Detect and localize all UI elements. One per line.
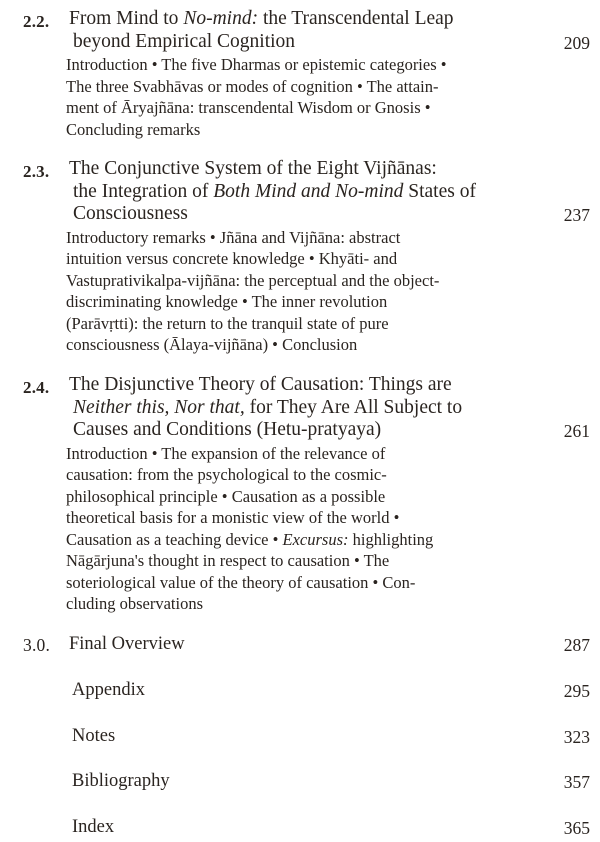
section-title[interactable] — [69, 374, 539, 442]
page-number: 209 — [563, 32, 590, 53]
subtopic-line: Introduction • The expansion of the relevance of — [66, 443, 386, 463]
italic-text: Neither this, Nor that, — [73, 396, 245, 418]
section-title-line — [69, 181, 539, 204]
section-number: 2.4. — [23, 378, 50, 397]
subtopic-line: The three Svabhāvas or modes of cognition • The attain- — [66, 76, 439, 96]
subtopic-line: discriminating knowledge • The inner revolution — [66, 292, 388, 311]
section-title-line — [69, 8, 539, 31]
subtopic-line: causation: from the psychological to the cosmic- — [66, 465, 387, 484]
subtopic-line: Introduction • The five Dharmas or epistemic categories • — [66, 55, 447, 74]
subtopic-line: Introductory remarks • Jñāna and Vijñāna: abstract — [66, 227, 401, 247]
page-number: 237 — [563, 205, 590, 225]
subtopic-line: intuition versus concrete knowledge • Khyāti- and — [66, 249, 398, 268]
section-title-line — [69, 203, 539, 226]
title-text: Causes and Conditions (Hetu-pratyaya) — [73, 419, 382, 440]
title-text: From Mind to — [69, 8, 184, 29]
page-number: 323 — [563, 726, 590, 747]
entry-title: Notes — [72, 725, 116, 746]
section-number: 2.2. — [23, 12, 50, 31]
entry-title: Appendix — [72, 680, 145, 700]
section-subtopics — [66, 54, 541, 140]
section-number: 2.3. — [23, 162, 50, 181]
subtopic-line: philosophical principle • Causation as a possible — [66, 486, 386, 506]
italic-text: Excursus: — [282, 529, 349, 549]
section-subtopics — [66, 443, 541, 615]
subtopic-line: (Parāvṛtti): the return to the tranquil state of pure — [66, 313, 389, 333]
subtopic-line: Nāgārjuna's thought in respect to causation • The — [66, 551, 390, 570]
section-title-line — [69, 31, 539, 54]
entry-title: Bibliography — [72, 771, 170, 791]
title-text: for They Are All Subject to — [244, 396, 463, 418]
italic-text: No-mind: — [183, 8, 259, 29]
subtopic-line: cluding observations — [66, 594, 204, 613]
section-title[interactable] — [69, 158, 539, 226]
section-title-line — [69, 397, 539, 420]
title-text: The Conjunctive System of the Eight Vijñānas: — [69, 158, 437, 179]
subtopic-line: soteriological value of the theory of causation • Con- — [66, 572, 416, 592]
subtopic-line: Causation as a teaching device • Excursus: highlighting — [66, 529, 434, 549]
entry-title: Index — [72, 816, 115, 837]
page-number: 261 — [563, 421, 590, 441]
section-subtopics — [66, 227, 541, 356]
italic-text: Both Mind and No-mind — [213, 180, 404, 202]
subtopic-line: Concluding remarks — [66, 119, 201, 139]
title-text: beyond Empirical Cognition — [73, 30, 296, 52]
page-number: 357 — [563, 772, 590, 792]
section-title[interactable] — [69, 8, 539, 53]
section-title-line — [69, 374, 539, 397]
page-number: 295 — [563, 681, 590, 701]
subtopic-line: Vastuprativikalpa-vijñāna: the perceptual and the object- — [66, 270, 440, 290]
subtopic-line: ment of Āryajñāna: transcendental Wisdom or Gnosis • — [66, 98, 431, 117]
section-title-line — [69, 158, 539, 181]
subtopic-line: consciousness (Ālaya-vijñāna) • Conclusion — [66, 335, 358, 354]
subtopic-line: theoretical basis for a monistic view of the world • — [66, 508, 400, 527]
title-text: The Disjunctive Theory of Causation: Things are — [69, 374, 452, 395]
section-number: 3.0. — [23, 635, 51, 655]
page-number: 365 — [563, 817, 590, 838]
title-text: the Integration of — [73, 180, 214, 202]
page-number: 287 — [563, 635, 590, 655]
title-text: States of — [403, 180, 476, 202]
title-text: Consciousness — [73, 203, 188, 224]
section-title: Final Overview — [69, 634, 185, 654]
title-text: the Transcendental Leap — [258, 8, 454, 29]
section-title-line — [69, 419, 539, 442]
